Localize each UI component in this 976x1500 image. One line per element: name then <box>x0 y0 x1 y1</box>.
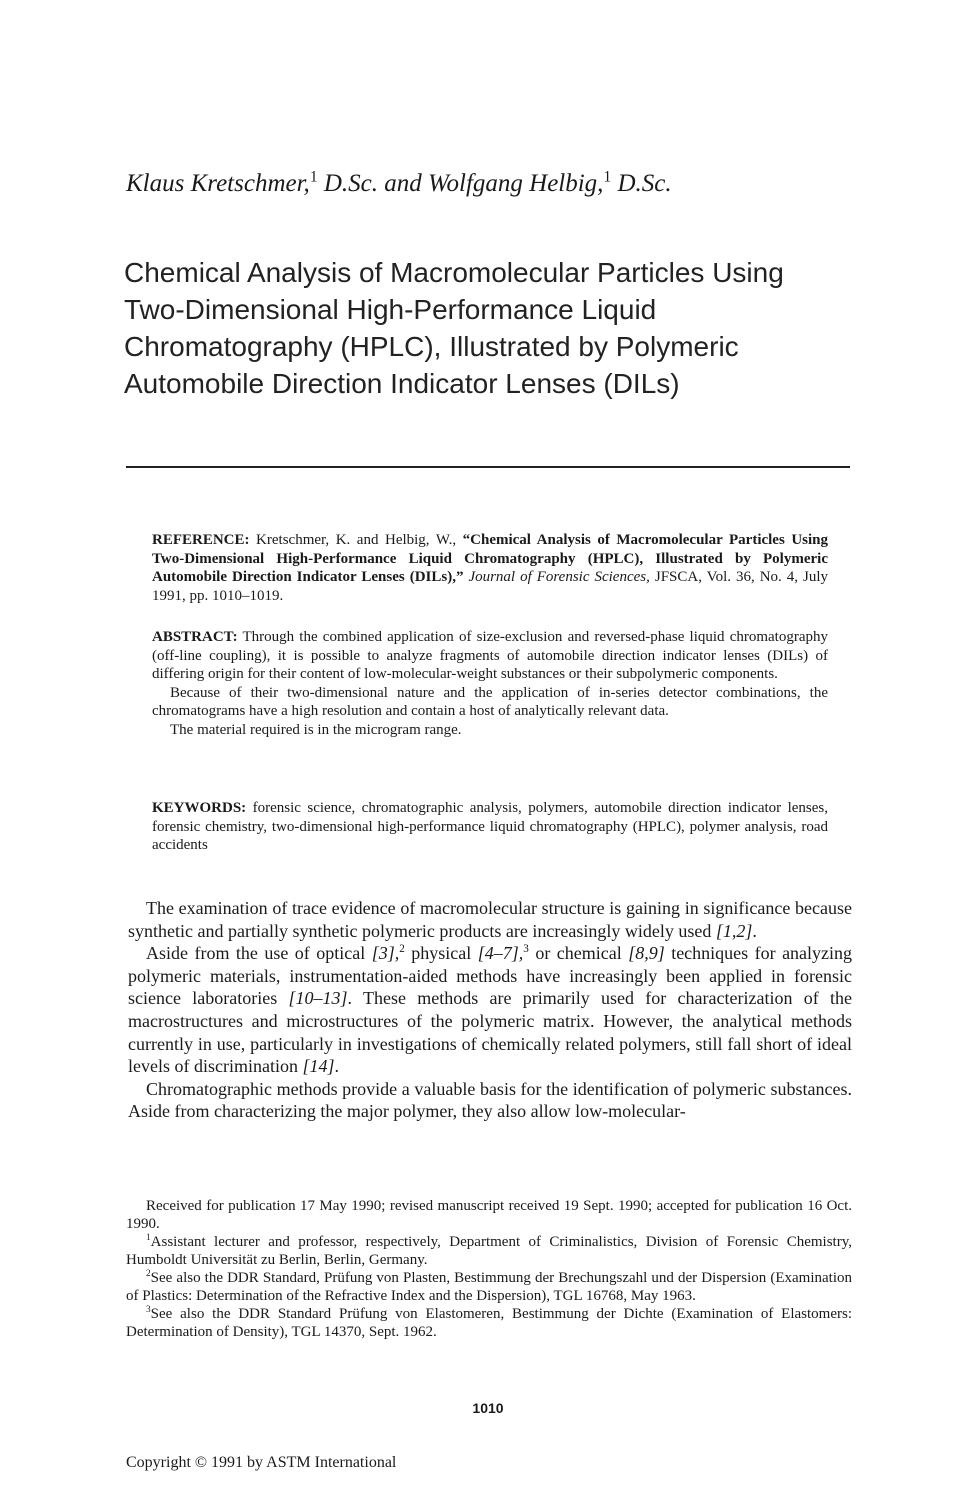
body-paragraph: Chromatographic methods provide a valuable basis for the identification of polymeric substances. Aside from characterizing the major polymer, they also allow low-molecular- <box>128 1078 852 1122</box>
reference-title: “Chemical Analysis of Macromolecular Particles Using Two-Dimensional High-Performance Liquid Chromatography (HPLC), Illustrated by Polymeric Automobile Direction Indicator Lenses (DILs),” <box>152 532 829 585</box>
footnote-marker: 2 <box>399 943 405 956</box>
citation: [8,9] <box>628 943 665 964</box>
body-text <box>128 897 852 1123</box>
citation: [10–13] <box>288 988 348 1009</box>
title-line: Two-Dimensional High-Performance Liquid <box>124 294 657 325</box>
title-line: Automobile Direction Indicator Lenses (DILs) <box>124 368 680 399</box>
abstract-block <box>152 628 828 739</box>
reference-block <box>152 531 828 605</box>
keywords-block <box>152 799 828 855</box>
reference-journal: Journal of Forensic Sciences, <box>468 569 650 585</box>
footnote: $^1$Assistant lecturer and professor, respectively, Department of Criminalistics, Division of Forensic Chemistry, Humboldt Universität zu Berlin, Berlin, Germany. <box>126 1233 852 1268</box>
author-2-note: 1 <box>603 168 612 186</box>
footnotes <box>126 1197 852 1341</box>
reference-authors: Kretschmer, K. and Helbig, W., <box>256 532 457 548</box>
citation: [14] <box>302 1056 335 1077</box>
reference-citation: JFSCA, Vol. 36, No. 4, July 1991, pp. 1010–1019. <box>152 569 829 604</box>
copyright-notice: Copyright © 1991 by ASTM International <box>126 1454 397 1471</box>
keywords-label: KEYWORDS: <box>152 800 247 816</box>
abstract-paragraph: The material required is in the microgram range. <box>170 721 462 738</box>
degree-1: D.Sc. <box>323 170 378 197</box>
abstract-paragraph: Because of their two-dimensional nature and the application of in-series detector combinations, the chromatograms have a high resolution and contain a host of analytically relevant data. <box>152 684 828 719</box>
author-2: Wolfgang Helbig, <box>427 170 604 197</box>
body-paragraph: Aside from the use of optical [3],$^2$ physical [4–7],$^3$ or chemical [8,9] techniques for analyzing polymeric materials, instrumentation-aided methods have increasingly been applied in forensic science laboratories [10–13]. These methods are primarily used for characterization of the macrostructures and microstructures of the polymeric matrix. However, the analytical methods currently in use, particularly in investigations of chemically related polymers, still fall short of ideal levels of discrimination [14]. <box>128 943 853 1077</box>
footnote: $^3$See also the DDR Standard Prüfung von Elastomeren, Bestimmung der Dichte (Examination of Elastomers: Determination of Density), TGL 14370, Sept. 1962. <box>126 1305 852 1340</box>
author-line <box>126 170 672 198</box>
degree-2: D.Sc. <box>617 170 672 197</box>
article-title <box>124 254 884 402</box>
author-conjunction: and <box>384 170 422 197</box>
author-1-note: 1 <box>309 168 318 186</box>
title-divider <box>126 466 850 468</box>
citation: [4–7], <box>477 943 524 964</box>
citation: [1,2] <box>715 920 753 941</box>
received-note: Received for publication 17 May 1990; revised manuscript received 19 Sept. 1990; accepted for publication 16 Oct. 1990. <box>126 1198 852 1232</box>
footnote-marker: 3 <box>523 943 529 956</box>
reference-label: REFERENCE: <box>152 532 250 548</box>
abstract-label: ABSTRACT: <box>152 629 238 645</box>
body-paragraph: The examination of trace evidence of macromolecular structure is gaining in significance because synthetic and partially synthetic polymeric products are increasingly widely used [1,2]. <box>128 898 852 941</box>
page-number: 1010 <box>472 1400 504 1416</box>
footnote: $^2$See also the DDR Standard, Prüfung von Plasten, Bestimmung der Brechungszahl und der Dispersion (Examination of Plastics: Determination of the Refractive Index and the Dispersion), TGL 16768, May 1963. <box>126 1269 852 1304</box>
keywords-text: forensic science, chromatographic analysis, polymers, automobile direction indicator lenses, forensic chemistry, two-dimensional high-performance liquid chromatography (HPLC), polymer analysis, road accidents <box>152 800 829 853</box>
citation: [3], <box>371 943 400 964</box>
title-line: Chemical Analysis of Macromolecular Particles Using <box>124 257 784 288</box>
abstract-paragraph: Through the combined application of size-exclusion and reversed-phase liquid chromatography (off-line coupling), it is possible to analyze fragments of automobile direction indicator lenses (DILs) of differing origin for their content of low-molecular-weight substances or their subpolymeric components. <box>152 629 828 682</box>
title-line: Chromatography (HPLC), Illustrated by Polymeric <box>124 331 739 362</box>
author-1: Klaus Kretschmer, <box>126 170 310 197</box>
